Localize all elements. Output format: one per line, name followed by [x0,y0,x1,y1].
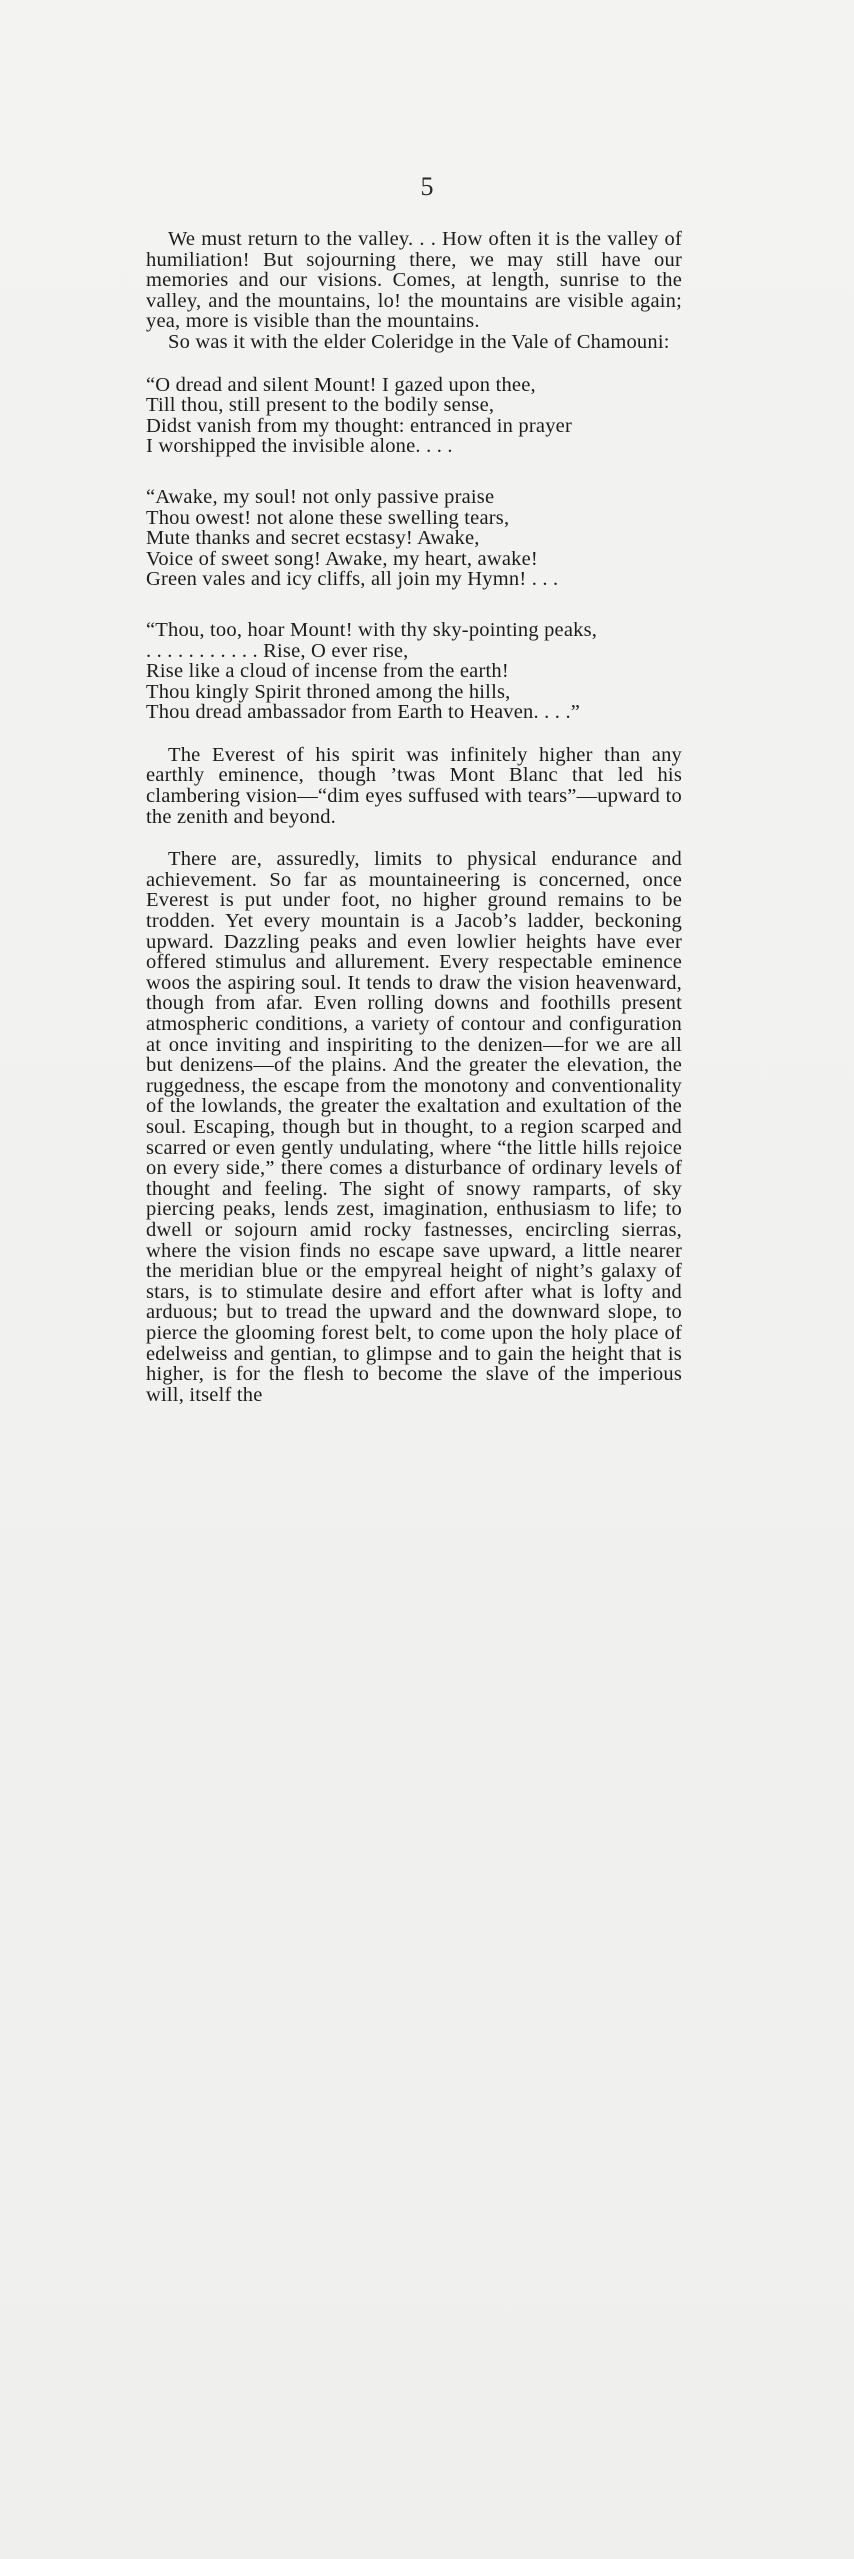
spacer [146,723,682,745]
poem-line: Till thou, still present to the bodily sense, [146,394,495,417]
poem-line: Thou dread ambassador from Earth to Heaven. . . .” [146,701,581,724]
poem-line: “Awake, my soul! not only passive praise [146,485,495,508]
paragraph-limits-endurance: There are, assuredly, limits to physical endurance and achievement. So far as mountaineering is concerned, once Everest is put under foot, no higher ground remains to be trodden. Yet every mountain is a Jacob’s ladder, beckoning upward. Dazzling peaks and even lowlier heights have ever offered stimulus and allurement. Every respectable eminence woos the aspiring soul. It tends to draw the vision heavenward, though from afar. Even rolling downs and foothills present atmospheric conditions, a variety of contour and configuration at once inviting and inspiriting to the denizen—for we are all but denizens—of the plains. And the greater the elevation, the ruggedness, the escape from the monotony and conventionality of the lowlands, the greater the exaltation and exultation of the soul. Escaping, though but in thought, to a region scarped and scarred or even gently undulating, where “the little hills rejoice on every side,” there comes a disturbance of ordinary levels of thought and feeling. The sight of snowy ramparts, of sky piercing peaks, lends zest, imagination, enthusiasm to life; to dwell or sojourn amid rocky fastnesses, encircling sierras, where the vision finds no escape save upward, a little nearer the meridian blue or the empyreal height of night’s galaxy of stars, is to stimulate desire and effort after what is lofty and arduous; but to tread the upward and the downward slope, to pierce the glooming forest belt, to come upon the holy place of edelweiss and gentian, to glimpse and to gain the height that is higher, is for the flesh to become the slave of the imperious will, itself the [146,848,682,1406]
paragraph-everest-of-spirit: The Everest of his spirit was infinitely higher than any earthly eminence, though ’twas Mont Blanc that led his clambering vision—“dim eyes suffused with tears”—upward to the zenith and beyond. [146,743,682,828]
poem-line: Thou kingly Spirit throned among the hills, [146,680,511,703]
poem-line: Voice of sweet song! Awake, my heart, awake! [146,547,538,570]
poem-stanza-1 [146,375,682,457]
paragraph-valley: We must return to the valley. . . How often it is the valley of humiliation! But sojourning there, we may still have our memories and our visions. Comes, at length, sunrise to the valley, and the mountains, lo! the mountains are visible again; yea, more is visible than the mountains. [146,228,682,333]
spacer [146,827,682,849]
page-body [146,229,682,1405]
poem-line: Mute thanks and secret ecstasy! Awake, [146,527,480,550]
poem-line: . . . . . . . . . . . Rise, O ever rise, [146,639,409,662]
poem-line: I worshipped the invisible alone. . . . [146,435,453,458]
spacer [146,457,682,487]
poem-line: Green vales and icy cliffs, all join my Hymn! . . . [146,568,559,591]
poem-stanza-3 [146,620,682,723]
poem-line: Didst vanish from my thought: entranced in prayer [146,414,572,437]
poem-line: Thou owest! not alone these swelling tears, [146,506,510,529]
paragraph-coleridge-intro: So was it with the elder Coleridge in the Vale of Chamouni: [168,330,670,353]
spacer [146,353,682,375]
poem-stanza-2 [146,487,682,590]
poem-line: “O dread and silent Mount! I gazed upon thee, [146,373,536,396]
spacer [146,590,682,620]
page-number: 5 [420,172,434,201]
poem-line: “Thou, too, hoar Mount! with thy sky-pointing peaks, [146,618,598,641]
poem-line: Rise like a cloud of incense from the earth! [146,660,509,683]
